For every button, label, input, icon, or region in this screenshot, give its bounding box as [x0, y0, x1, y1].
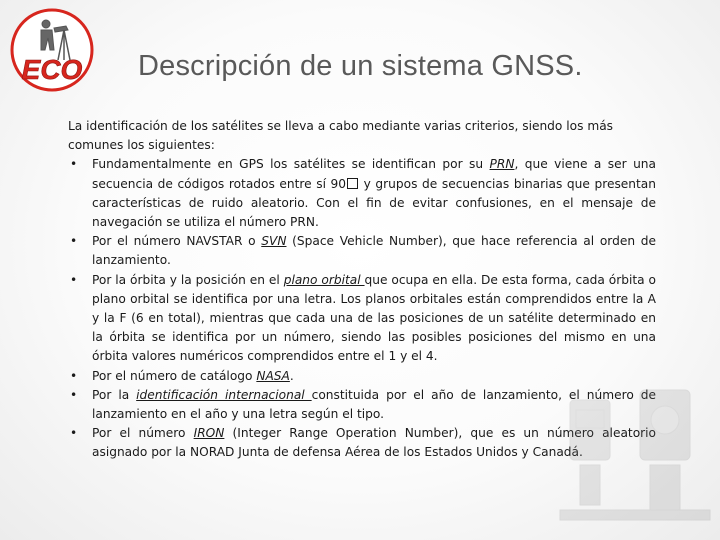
- degree-symbol-icon: [347, 178, 358, 189]
- international-id-link[interactable]: identificación internacional: [136, 387, 312, 402]
- list-item: • Por el número NAVSTAR o SVN (Space Vehicle Number), que hace referencia al orden de lanzamiento.: [70, 234, 656, 268]
- prn-link[interactable]: PRN: [489, 157, 515, 172]
- list-item: • Por la identificación internacional constituida por el año de lanzamiento, el número de lanzamiento en el año y una letra según el tipo.: [70, 387, 657, 422]
- svg-text:ECO: ECO: [21, 54, 83, 85]
- list-item: • Por la órbita y la posición en el plano orbital que ocupa en ella. De esta forma, cada órbita o plano orbital se identifica por una letra. Los planos orbitales están comprendidos entre la A y la F (6 en total), mientras que cada una de las posiciones de un satélite determinado en la órbita se identifica por un número, siendo las posibles posiciones del mismo en una órbita valores numéricos comprendidos entre el 1 y el 4.: [70, 272, 656, 364]
- bullet-icon: •: [70, 426, 78, 441]
- bullet-icon: •: [70, 387, 78, 402]
- bullet-icon: •: [70, 234, 78, 249]
- bullet-icon: •: [70, 272, 78, 287]
- eco-logo: [8, 6, 104, 94]
- iron-link[interactable]: IRON: [193, 426, 225, 441]
- total-station-watermark-icon: [550, 370, 720, 540]
- list-item: • Fundamentalmente en GPS los satélites se identifican por su PRN, que viene a ser una secuencia de códigos rotados entre sí 90 y grupos de secuencias binarias que presentan características de ruido aleatorio. Con el fin de evitar confusiones, en el mensaje de navegación se utiliza el número PRN.: [70, 157, 656, 230]
- bullet-icon: •: [70, 368, 78, 383]
- orbital-plane-link[interactable]: plano orbital: [283, 272, 365, 287]
- svn-link[interactable]: SVN: [261, 234, 287, 249]
- slide-title: Descripción de un sistema GNSS.: [138, 50, 583, 82]
- list-item: • Por el número IRON (Integer Range Operation Number), que es un número aleatorio asignado por la NORAD Junta de defensa Aérea de los Estados Unidos y Canadá.: [70, 426, 656, 460]
- bullet-icon: •: [70, 157, 78, 172]
- list-item: • Por el número de catálogo NASA.: [68, 367, 656, 386]
- intro-paragraph: La identificación de los satélites se lleva a cabo mediante varias criterios, siendo los más comunes los siguientes:: [68, 119, 614, 153]
- nasa-link[interactable]: NASA: [256, 368, 290, 383]
